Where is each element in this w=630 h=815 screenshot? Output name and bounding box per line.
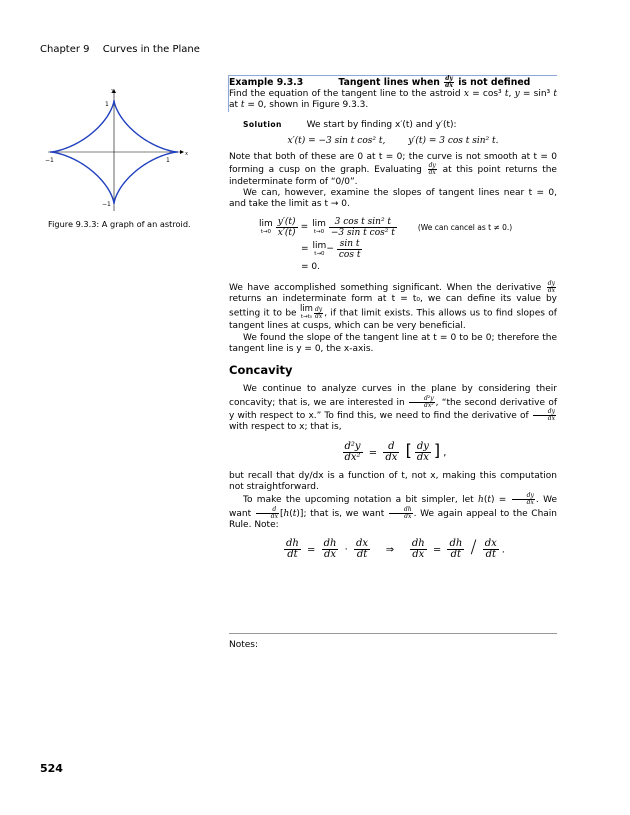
y-axis-label: y xyxy=(111,88,115,94)
solution-intro xyxy=(243,119,557,131)
x-axis-arrow-icon xyxy=(180,150,184,154)
tick-label-y-bottom: −1 xyxy=(102,201,111,208)
solution-label: Solution xyxy=(243,119,282,129)
limit-result: = 0. xyxy=(301,262,320,273)
example-statement: Find the equation of the tangent line to the astroid x = cos³ t, y = sin³ t at t = 0, shown in Figure 9.3.3. xyxy=(229,89,557,111)
tick-label-y-top: 1 xyxy=(105,101,109,108)
second-derivative-display: $\frac{\text{d²y}}{\text{dx²}}$ = $\frac{d}{dx}$ [ $\frac{dy}{dx}$ ] , xyxy=(344,440,447,463)
paragraph-tangent-line: We found the slope of the tangent line at t = 0 to be 0; therefore the tangent line is y = 0, the x-axis. xyxy=(229,332,557,354)
astroid-figure xyxy=(38,85,193,220)
paragraph-concavity-intro: We continue to analyze curves in the plane by considering their concavity; that is, we are interested in $\frac{\text{d²y}}{\text{dx²}}$ , “the second derivative of y with respect to x.” To find this, we need to find the derivative of $\frac{dy}{dx}$ with respect to x; that is, xyxy=(229,384,557,433)
paragraph-recall: but recall that dy/dx is a function of t, not x, making this computation not straightforward. xyxy=(229,470,557,492)
limit-derivation: lim t→0 $\frac{y'(t)}{x'(t)}$ = lim t→0 3 cos t sin² t −3 sin t cos² t (We can cancel as t ≠ 0.) = lim t→0 − $\frac{\text{sin t}}{\text{cos t}}$ = 0. xyxy=(259,217,557,275)
tick-label-x-right: 1 xyxy=(166,157,170,164)
chain-rule-display: $\frac{dh}{dt}$ = $\frac{dh}{dx}$ · $\frac{dx}{dt}$ ⇒ $\frac{dh}{dx}$ = $\frac{dh}{dt}$ / $\frac{dx}{dt}$ . xyxy=(286,536,505,561)
deriv-x: x′(t) = −3 sin t cos² t, xyxy=(287,135,386,146)
tick-label-x-left: −1 xyxy=(45,157,54,164)
example-box xyxy=(228,75,557,112)
dy-dx-fraction: $\frac{dy}{dx}$ xyxy=(445,75,453,89)
deriv-y: y′(t) = 3 cos t sin² t. xyxy=(408,135,499,146)
chapter-number: Chapter 9 xyxy=(40,44,90,55)
page-number: 524 xyxy=(40,762,63,775)
paragraph-significance: We have accomplished something significant. When the derivative $\frac{dy}{dx}$ returns an indeterminate form at t = t₀, we can define its value by setting it to be lim t→t₀ $\frac{dy}{dx}$ , if that limit exists. This allows us to find slopes of tangent lines at cusps, which can be very beneficial. xyxy=(229,279,557,332)
example-title-suffix: is not defined xyxy=(458,77,531,88)
x-axis-label: x xyxy=(185,151,189,157)
paragraph-limit-intro: We can, however, examine the slopes of tangent lines near t = 0, and take the limit as t → 0. xyxy=(229,188,557,210)
derivative-equations xyxy=(229,136,557,147)
section-heading-concavity: Concavity xyxy=(229,363,293,378)
running-header xyxy=(40,44,200,55)
paragraph-notation: To make the upcoming notation a bit simpler, let h(t) = $\frac{dy}{dx}$ . We want $\frac{d}{dx}$ [h(t)]; that is, we want $\frac{dh}{dx}$ . We again appeal to the Chain Rule. Note: xyxy=(229,492,557,530)
chapter-title: Curves in the Plane xyxy=(102,44,200,55)
solution-intro-text: We start by finding x′(t) and y′(t): xyxy=(306,119,457,130)
main-column xyxy=(229,75,557,568)
example-title xyxy=(229,76,557,89)
notes-label: Notes: xyxy=(229,640,259,650)
example-number: Example 9.3.3 xyxy=(229,77,304,88)
cancel-note: (We can cancel as t ≠ 0.) xyxy=(417,223,513,233)
figure-caption: Figure 9.3.3: A graph of an astroid. xyxy=(48,219,191,229)
example-title-text: Tangent lines when xyxy=(338,77,440,88)
paragraph-cusp: Note that both of these are 0 at t = 0; the curve is not smooth at t = 0 forming a cusp on the graph. Evaluating $\frac{dy}{dx}$ at this point returns the indeterminate form of “0/0”. xyxy=(229,152,557,187)
notes-divider xyxy=(229,633,557,634)
